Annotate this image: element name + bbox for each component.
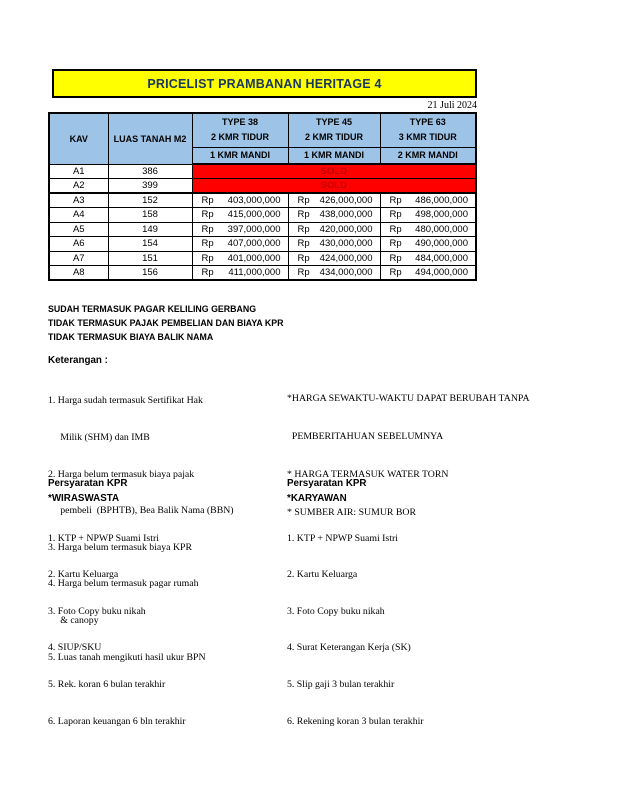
- note-line: TIDAK TERMASUK PAJAK PEMBELIAN DAN BIAYA KPR: [48, 317, 284, 328]
- price-cell-type63: [380, 208, 476, 223]
- disclaimer-line: *HARGA SEWAKTU-WAKTU DAPAT BERUBAH TANPA: [287, 393, 530, 405]
- type-name: TYPE 38: [221, 117, 259, 128]
- price-cell-type45: [288, 208, 380, 223]
- price-cell-type38: [192, 266, 288, 281]
- keterangan-line: 4. Harga belum termasuk pagar rumah: [48, 578, 199, 590]
- price-cell-type38: [192, 251, 288, 266]
- kav-cell: A6: [49, 237, 108, 252]
- kav-cell: A3: [49, 193, 108, 208]
- keterangan-heading: Keterangan :: [48, 355, 108, 366]
- type-bathrooms: 2 KMR MANDI: [380, 147, 476, 164]
- title-banner: [52, 69, 477, 98]
- price-cell-type63: [380, 222, 476, 237]
- table-row-a1: [49, 164, 476, 179]
- table-row-a4: [49, 208, 476, 223]
- kpr-karyawan-list: [287, 508, 424, 752]
- sold-cell: SOLD: [192, 164, 476, 179]
- price-cell-type63: [380, 266, 476, 281]
- type-bedrooms: 2 KMR TIDUR: [211, 132, 269, 143]
- price-cell-type38: [192, 208, 288, 223]
- currency-label: Rp: [201, 209, 214, 221]
- currency-label: Rp: [201, 195, 214, 206]
- price-cell-type38: [192, 222, 288, 237]
- price-value: 401,000,000: [227, 252, 281, 264]
- col-header-kav: KAV: [49, 113, 108, 164]
- currency-label: Rp: [297, 238, 310, 250]
- disclaimer-line: PEMBERITAHUAN SEBELUMNYA: [287, 430, 444, 442]
- currency-label: Rp: [389, 238, 402, 250]
- currency-label: Rp: [297, 252, 310, 264]
- currency-label: Rp: [389, 209, 402, 221]
- kpr-item: 3. Foto Copy buku nikah: [287, 605, 385, 617]
- price-cell-type38: [192, 193, 288, 208]
- kav-cell: A2: [49, 179, 108, 194]
- note-line: TIDAK TERMASUK BIAYA BALIK NAMA: [48, 331, 214, 342]
- kav-cell: A4: [49, 208, 108, 223]
- price-value: 498,000,000: [415, 209, 468, 221]
- keterangan-line: 5. Luas tanah mengikuti hasil ukur BPN: [48, 651, 206, 663]
- kpr-karyawan-section: [287, 477, 424, 752]
- kpr-heading: Persyaratan KPR: [48, 478, 128, 489]
- currency-label: Rp: [389, 195, 402, 206]
- currency-label: Rp: [297, 223, 310, 235]
- type-bathrooms: 1 KMR MANDI: [288, 147, 380, 164]
- price-value: 397,000,000: [227, 223, 281, 235]
- page-title: PRICELIST PRAMBANAN HERITAGE 4: [147, 76, 382, 91]
- currency-label: Rp: [201, 238, 214, 250]
- currency-label: Rp: [389, 267, 402, 278]
- table-row-a2: [49, 179, 476, 194]
- currency-label: Rp: [297, 267, 310, 278]
- currency-label: Rp: [389, 252, 402, 264]
- price-value: 484,000,000: [415, 252, 468, 264]
- currency-label: Rp: [297, 209, 310, 221]
- price-value: 438,000,000: [319, 209, 373, 221]
- type-name: TYPE 45: [315, 117, 353, 128]
- note-line: SUDAH TERMASUK PAGAR KELILING GERBANG: [48, 304, 257, 314]
- price-value: 434,000,000: [319, 267, 373, 278]
- type-bedrooms: 3 KMR TIDUR: [398, 132, 457, 143]
- kpr-item: 1. KTP + NPWP Suami Istri: [287, 532, 398, 544]
- keterangan-line: Milik (SHM) dan IMB: [48, 432, 150, 444]
- sold-cell: SOLD: [192, 179, 476, 194]
- luas-cell: 149: [108, 222, 192, 237]
- price-cell-type63: [380, 193, 476, 208]
- kpr-item: 5. Slip gaji 3 bulan terakhir: [287, 679, 395, 691]
- type-bedrooms: 2 KMR TIDUR: [305, 132, 363, 143]
- kpr-item: 3. Foto Copy buku nikah: [48, 605, 146, 617]
- kpr-subheading-wiraswasta: *WIRASWASTA: [48, 492, 120, 504]
- price-value: 407,000,000: [227, 238, 281, 250]
- price-value: 426,000,000: [319, 195, 373, 206]
- currency-label: Rp: [389, 223, 402, 235]
- table-row-a5: [49, 222, 476, 237]
- kav-cell: A1: [49, 164, 108, 179]
- price-cell-type38: [192, 237, 288, 252]
- col-header-luas-tanah: LUAS TANAH M2: [108, 113, 192, 164]
- price-value: 415,000,000: [227, 209, 281, 221]
- price-cell-type63: [380, 237, 476, 252]
- kpr-wiraswasta-list: [48, 508, 186, 752]
- kav-cell: A5: [49, 222, 108, 237]
- table-row-a3: [49, 193, 476, 208]
- keterangan-line: & canopy: [48, 615, 99, 627]
- price-value: 486,000,000: [415, 195, 468, 206]
- price-value: 480,000,000: [415, 223, 468, 235]
- col-header-type-45: [288, 113, 380, 147]
- keterangan-line: 3. Harga belum termasuk biaya KPR: [48, 541, 193, 553]
- table-row-a8: [49, 266, 476, 281]
- table-row-a6: [49, 237, 476, 252]
- price-table: [48, 112, 477, 281]
- currency-label: Rp: [201, 252, 214, 264]
- kpr-item: 2. Kartu Keluarga: [48, 569, 119, 581]
- price-value: 420,000,000: [319, 223, 373, 235]
- disclaimer-line: * SUMBER AIR: SUMUR BOR: [287, 506, 417, 518]
- kav-cell: A8: [49, 266, 108, 281]
- price-cell-type45: [288, 237, 380, 252]
- kpr-item: 5. Rek. koran 6 bulan terakhir: [48, 679, 166, 691]
- currency-label: Rp: [201, 223, 214, 235]
- currency-label: Rp: [201, 267, 214, 278]
- price-value: 490,000,000: [415, 238, 468, 250]
- luas-cell: 152: [108, 193, 192, 208]
- kpr-wiraswasta-section: [48, 477, 186, 752]
- price-value: 403,000,000: [227, 195, 281, 206]
- price-cell-type63: [380, 251, 476, 266]
- luas-cell: 158: [108, 208, 192, 223]
- keterangan-line: pembeli (BPHTB), Bea Balik Nama (BBN): [48, 505, 234, 517]
- kpr-item: 6. Rekening koran 3 bulan terakhir: [287, 715, 424, 727]
- disclaimer-line: * HARGA TERMASUK WATER TORN: [287, 468, 449, 480]
- luas-cell: 386: [108, 164, 192, 179]
- luas-cell: 399: [108, 179, 192, 194]
- luas-cell: 156: [108, 266, 192, 281]
- kpr-subheading-karyawan: *KARYAWAN: [287, 492, 347, 504]
- price-value: 424,000,000: [319, 252, 373, 264]
- price-cell-type45: [288, 222, 380, 237]
- price-cell-type45: [288, 266, 380, 281]
- type-bathrooms: 1 KMR MANDI: [192, 147, 288, 164]
- price-value: 411,000,000: [228, 267, 281, 278]
- document-date: 21 Juli 2024: [427, 100, 477, 111]
- kpr-item: 4. SIUP/SKU: [48, 642, 102, 654]
- kpr-item: 2. Kartu Keluarga: [287, 569, 358, 581]
- inclusion-notes: [48, 303, 283, 345]
- luas-cell: 154: [108, 237, 192, 252]
- kpr-item: 1. KTP + NPWP Suami Istri: [48, 532, 159, 544]
- price-value: 430,000,000: [319, 238, 373, 250]
- table-row-a7: [49, 251, 476, 266]
- col-header-type-63: [380, 113, 476, 147]
- kpr-item: 6. Laporan keuangan 6 bln terakhir: [48, 715, 186, 727]
- col-header-type-38: [192, 113, 288, 147]
- type-name: TYPE 63: [409, 117, 446, 128]
- currency-label: Rp: [297, 195, 310, 206]
- luas-cell: 151: [108, 251, 192, 266]
- kpr-heading: Persyaratan KPR: [287, 478, 367, 489]
- kav-cell: A7: [49, 251, 108, 266]
- keterangan-line: 2. Harga belum termasuk biaya pajak: [48, 468, 195, 480]
- kpr-item: 4. Surat Keterangan Kerja (SK): [287, 642, 411, 654]
- price-cell-type45: [288, 193, 380, 208]
- table-header-row-top: [49, 113, 476, 147]
- keterangan-line: 1. Harga sudah termasuk Sertifikat Hak: [48, 395, 203, 407]
- price-value: 494,000,000: [415, 267, 468, 278]
- price-cell-type45: [288, 251, 380, 266]
